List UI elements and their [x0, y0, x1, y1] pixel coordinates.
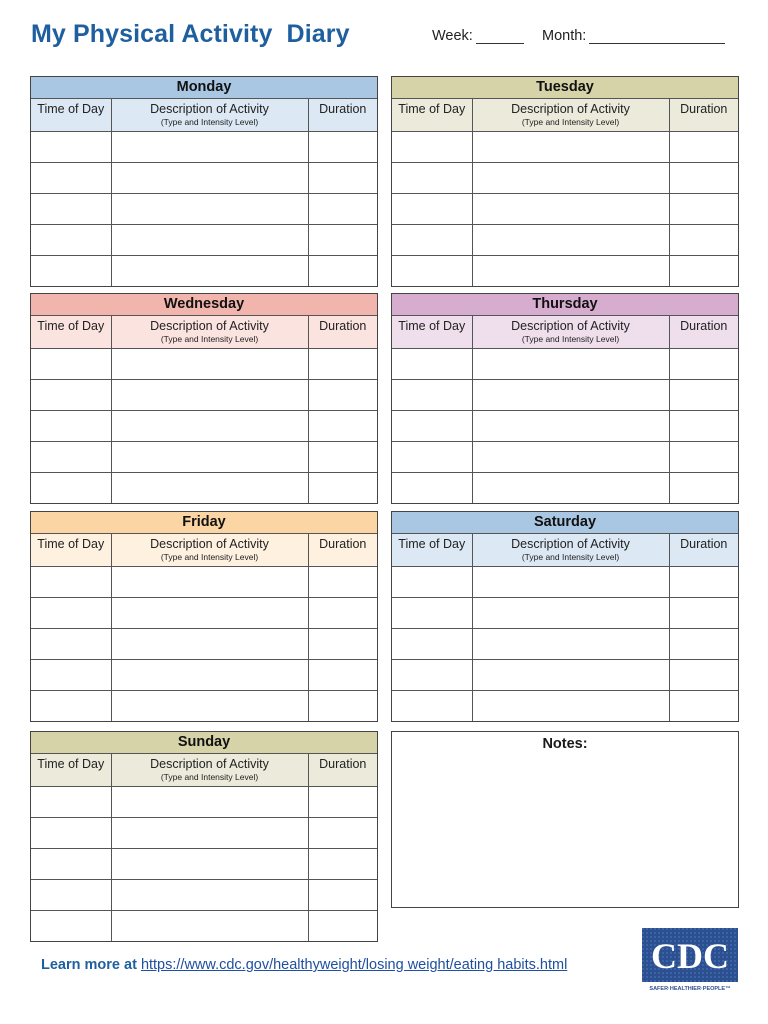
description-cell[interactable]	[111, 225, 308, 256]
time-cell[interactable]	[392, 567, 472, 598]
time-cell[interactable]	[31, 911, 111, 942]
duration-cell[interactable]	[669, 194, 738, 225]
time-cell[interactable]	[392, 256, 472, 287]
description-cell[interactable]	[111, 787, 308, 818]
table-row	[392, 380, 738, 411]
time-of-day-header: Time of Day	[31, 99, 111, 132]
table-row	[31, 567, 377, 598]
notes-box[interactable]	[391, 731, 739, 908]
table-row	[392, 194, 738, 225]
table-row	[31, 194, 377, 225]
duration-cell[interactable]	[308, 880, 377, 911]
logo-tagline: SAFER·HEALTHIER·PEOPLE™	[649, 986, 731, 992]
column-header-row	[31, 754, 377, 787]
description-cell[interactable]	[111, 256, 308, 287]
footer-link[interactable]: https://www.cdc.gov/healthyweight/losing weight/eating habits.html	[140, 957, 568, 973]
day-block-sunday	[30, 731, 378, 942]
duration-cell[interactable]	[308, 163, 377, 194]
column-header-row	[392, 534, 738, 567]
duration-header: Duration	[308, 316, 377, 349]
column-header-row	[31, 99, 377, 132]
description-cell[interactable]	[472, 567, 669, 598]
description-header-sub: (Type and Intensity Level)	[521, 117, 620, 127]
table-row	[392, 442, 738, 473]
time-cell[interactable]	[392, 225, 472, 256]
description-cell[interactable]	[111, 411, 308, 442]
cdc-logo	[642, 928, 738, 992]
description-header	[111, 754, 308, 787]
month-field[interactable]	[542, 28, 725, 44]
activity-table	[392, 99, 738, 286]
duration-cell[interactable]	[669, 629, 738, 660]
table-row	[392, 132, 738, 163]
duration-cell[interactable]	[308, 411, 377, 442]
notes-label: Notes:	[542, 736, 588, 752]
footer-lead: Learn more at	[41, 957, 137, 973]
table-row	[392, 349, 738, 380]
day-header-monday: Monday	[31, 77, 377, 99]
duration-cell[interactable]	[669, 349, 738, 380]
logo-text: CDC	[651, 936, 729, 976]
time-cell[interactable]	[31, 132, 111, 163]
table-row	[392, 691, 738, 722]
table-row	[31, 132, 377, 163]
description-cell[interactable]	[111, 911, 308, 942]
description-header-sub: (Type and Intensity Level)	[160, 772, 259, 782]
time-cell[interactable]	[392, 598, 472, 629]
description-cell[interactable]	[472, 411, 669, 442]
table-row	[31, 411, 377, 442]
day-block-wednesday	[30, 293, 378, 504]
time-cell[interactable]	[31, 818, 111, 849]
description-cell[interactable]	[111, 598, 308, 629]
day-block-friday	[30, 511, 378, 722]
activity-table	[31, 316, 377, 503]
time-cell[interactable]	[392, 473, 472, 504]
description-cell[interactable]	[472, 349, 669, 380]
day-header-saturday: Saturday	[392, 512, 738, 534]
description-cell[interactable]	[472, 442, 669, 473]
column-header-row	[31, 534, 377, 567]
time-cell[interactable]	[392, 411, 472, 442]
table-row	[31, 880, 377, 911]
table-row	[31, 849, 377, 880]
time-cell[interactable]	[31, 787, 111, 818]
description-cell[interactable]	[111, 349, 308, 380]
description-header	[111, 534, 308, 567]
description-cell[interactable]	[111, 660, 308, 691]
description-cell[interactable]	[472, 691, 669, 722]
description-header-sub: (Type and Intensity Level)	[521, 334, 620, 344]
duration-cell[interactable]	[669, 380, 738, 411]
description-cell[interactable]	[111, 380, 308, 411]
time-cell[interactable]	[31, 880, 111, 911]
table-row	[392, 225, 738, 256]
duration-cell[interactable]	[308, 629, 377, 660]
day-header-thursday: Thursday	[392, 294, 738, 316]
duration-cell[interactable]	[669, 691, 738, 722]
description-cell[interactable]	[472, 225, 669, 256]
description-header-label: Description of Activity	[150, 757, 269, 771]
duration-cell[interactable]	[308, 567, 377, 598]
time-cell[interactable]	[392, 442, 472, 473]
table-row	[31, 818, 377, 849]
day-block-tuesday	[391, 76, 739, 287]
column-header-row	[392, 316, 738, 349]
duration-cell[interactable]	[669, 225, 738, 256]
day-block-saturday	[391, 511, 739, 722]
table-row	[31, 629, 377, 660]
time-cell[interactable]	[392, 380, 472, 411]
description-cell[interactable]	[472, 473, 669, 504]
duration-cell[interactable]	[308, 256, 377, 287]
description-cell[interactable]	[111, 473, 308, 504]
time-cell[interactable]	[31, 349, 111, 380]
duration-cell[interactable]	[669, 163, 738, 194]
duration-header: Duration	[669, 534, 738, 567]
duration-cell[interactable]	[669, 256, 738, 287]
description-header-label: Description of Activity	[150, 537, 269, 551]
time-cell[interactable]	[392, 132, 472, 163]
month-label: Month:	[542, 28, 587, 44]
table-row	[392, 629, 738, 660]
description-header-sub: (Type and Intensity Level)	[160, 552, 259, 562]
duration-header: Duration	[308, 99, 377, 132]
time-cell[interactable]	[31, 225, 111, 256]
day-block-monday	[30, 76, 378, 287]
week-blank[interactable]	[476, 29, 524, 44]
day-block-thursday	[391, 293, 739, 504]
table-row	[31, 163, 377, 194]
duration-cell[interactable]	[308, 787, 377, 818]
time-cell[interactable]	[392, 629, 472, 660]
time-cell[interactable]	[392, 163, 472, 194]
week-field[interactable]	[432, 28, 524, 44]
table-row	[31, 911, 377, 942]
description-cell[interactable]	[111, 567, 308, 598]
description-header	[111, 316, 308, 349]
duration-header: Duration	[308, 534, 377, 567]
time-cell[interactable]	[31, 598, 111, 629]
time-cell[interactable]	[392, 660, 472, 691]
description-cell[interactable]	[111, 818, 308, 849]
time-cell[interactable]	[31, 660, 111, 691]
duration-cell[interactable]	[308, 473, 377, 504]
page-title: My Physical Activity Diary	[31, 20, 350, 48]
table-row	[31, 256, 377, 287]
time-of-day-header: Time of Day	[392, 99, 472, 132]
table-row	[31, 598, 377, 629]
description-header-sub: (Type and Intensity Level)	[160, 334, 259, 344]
table-row	[31, 442, 377, 473]
description-cell[interactable]	[472, 194, 669, 225]
duration-header: Duration	[669, 316, 738, 349]
table-row	[31, 349, 377, 380]
description-cell[interactable]	[472, 598, 669, 629]
table-row	[392, 567, 738, 598]
description-header	[472, 99, 669, 132]
table-row	[31, 787, 377, 818]
description-cell[interactable]	[111, 132, 308, 163]
table-row	[392, 473, 738, 504]
duration-header: Duration	[669, 99, 738, 132]
table-row	[31, 691, 377, 722]
time-cell[interactable]	[31, 194, 111, 225]
time-cell[interactable]	[31, 256, 111, 287]
day-header-friday: Friday	[31, 512, 377, 534]
description-cell[interactable]	[472, 163, 669, 194]
description-cell[interactable]	[472, 660, 669, 691]
time-cell[interactable]	[31, 411, 111, 442]
description-header-sub: (Type and Intensity Level)	[521, 552, 620, 562]
time-cell[interactable]	[31, 691, 111, 722]
duration-cell[interactable]	[308, 691, 377, 722]
description-cell[interactable]	[472, 380, 669, 411]
duration-cell[interactable]	[308, 598, 377, 629]
duration-cell[interactable]	[308, 849, 377, 880]
table-row	[392, 256, 738, 287]
description-cell[interactable]	[111, 163, 308, 194]
description-cell[interactable]	[111, 880, 308, 911]
duration-cell[interactable]	[308, 349, 377, 380]
time-cell[interactable]	[31, 567, 111, 598]
month-blank[interactable]	[589, 29, 725, 44]
description-cell[interactable]	[472, 256, 669, 287]
description-header	[472, 316, 669, 349]
duration-cell[interactable]	[308, 380, 377, 411]
time-of-day-header: Time of Day	[392, 316, 472, 349]
duration-cell[interactable]	[669, 473, 738, 504]
time-of-day-header: Time of Day	[31, 316, 111, 349]
duration-cell[interactable]	[669, 598, 738, 629]
duration-header: Duration	[308, 754, 377, 787]
description-header-sub: (Type and Intensity Level)	[160, 117, 259, 127]
time-of-day-header: Time of Day	[392, 534, 472, 567]
duration-cell[interactable]	[308, 132, 377, 163]
time-cell[interactable]	[392, 691, 472, 722]
activity-table	[31, 534, 377, 721]
day-header-wednesday: Wednesday	[31, 294, 377, 316]
time-cell[interactable]	[392, 194, 472, 225]
description-header-label: Description of Activity	[511, 102, 630, 116]
duration-cell[interactable]	[669, 567, 738, 598]
duration-cell[interactable]	[308, 194, 377, 225]
time-of-day-header: Time of Day	[31, 754, 111, 787]
column-header-row	[392, 99, 738, 132]
time-cell[interactable]	[31, 849, 111, 880]
footer	[41, 957, 567, 973]
activity-table	[392, 316, 738, 503]
table-row	[31, 473, 377, 504]
time-of-day-header: Time of Day	[31, 534, 111, 567]
duration-cell[interactable]	[308, 442, 377, 473]
duration-cell[interactable]	[669, 411, 738, 442]
day-header-sunday: Sunday	[31, 732, 377, 754]
week-label: Week:	[432, 28, 473, 44]
description-cell[interactable]	[472, 629, 669, 660]
duration-cell[interactable]	[308, 225, 377, 256]
description-cell[interactable]	[111, 691, 308, 722]
description-cell[interactable]	[472, 132, 669, 163]
time-cell[interactable]	[31, 473, 111, 504]
table-row	[31, 225, 377, 256]
description-cell[interactable]	[111, 629, 308, 660]
table-row	[392, 598, 738, 629]
column-header-row	[31, 316, 377, 349]
duration-cell[interactable]	[669, 442, 738, 473]
table-row	[392, 411, 738, 442]
duration-cell[interactable]	[308, 911, 377, 942]
activity-table	[31, 99, 377, 286]
description-cell[interactable]	[111, 194, 308, 225]
description-header	[472, 534, 669, 567]
description-cell[interactable]	[111, 442, 308, 473]
table-row	[31, 380, 377, 411]
table-row	[392, 163, 738, 194]
description-header-label: Description of Activity	[150, 102, 269, 116]
description-cell[interactable]	[111, 849, 308, 880]
time-cell[interactable]	[31, 442, 111, 473]
description-header-label: Description of Activity	[150, 319, 269, 333]
table-row	[31, 660, 377, 691]
duration-cell[interactable]	[669, 132, 738, 163]
table-row	[392, 660, 738, 691]
activity-table	[392, 534, 738, 721]
time-cell[interactable]	[31, 380, 111, 411]
time-cell[interactable]	[31, 629, 111, 660]
description-header-label: Description of Activity	[511, 319, 630, 333]
time-cell[interactable]	[392, 349, 472, 380]
duration-cell[interactable]	[669, 660, 738, 691]
duration-cell[interactable]	[308, 818, 377, 849]
day-header-tuesday: Tuesday	[392, 77, 738, 99]
duration-cell[interactable]	[308, 660, 377, 691]
activity-table	[31, 754, 377, 941]
time-cell[interactable]	[31, 163, 111, 194]
description-header-label: Description of Activity	[511, 537, 630, 551]
description-header	[111, 99, 308, 132]
